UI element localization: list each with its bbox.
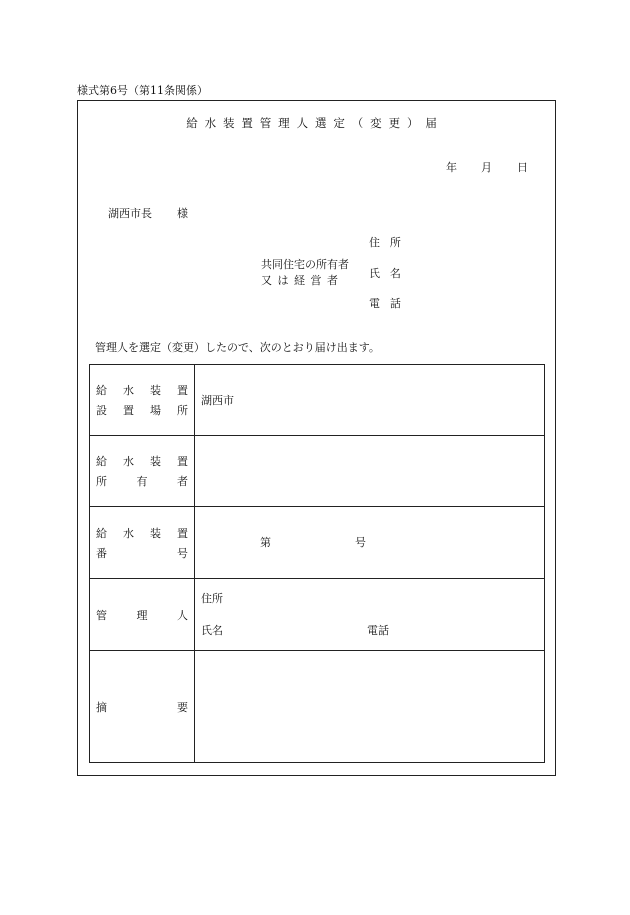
number-label-line2 (96, 545, 188, 561)
location-label-line1 (96, 382, 188, 398)
label-char: 理 (136, 608, 148, 622)
number-suffix: 号 (355, 536, 366, 549)
applicant-phone-label: 電話 (369, 297, 411, 310)
manager-label-cell (90, 579, 195, 651)
table-row-number (90, 507, 545, 579)
manager-label (96, 607, 188, 623)
owner-label-cell (90, 436, 195, 507)
label-char: 給 (96, 384, 107, 397)
label-char: 所 (96, 475, 107, 488)
date-month-label: 月 (481, 161, 492, 174)
label-char: 要 (177, 700, 188, 714)
manager-name-label: 氏名 (201, 624, 223, 637)
number-value-cell[interactable] (195, 507, 545, 579)
label-char: 水 (123, 526, 134, 540)
addressee-honorific: 様 (177, 207, 188, 220)
label-char: 置 (123, 404, 134, 417)
applicant-address-label: 住所 (369, 236, 411, 249)
label-char: 給 (96, 455, 107, 468)
label-char: 設 (96, 404, 107, 417)
label-char: 水 (123, 384, 134, 397)
label-char: 者 (177, 475, 188, 488)
owner-label-line2 (96, 473, 188, 489)
applicant-name-label: 氏名 (369, 267, 411, 280)
remarks-label (96, 699, 188, 715)
table-row-remarks (90, 651, 545, 763)
label-char: 給 (96, 526, 107, 540)
label-char: 所 (177, 404, 188, 417)
label-char: 有 (136, 475, 148, 488)
location-value-cell[interactable] (195, 365, 545, 436)
label-char: 水 (123, 455, 134, 468)
form-title: 給水装置管理人選定（変更）届 (186, 116, 444, 130)
remarks-value-cell[interactable] (195, 651, 545, 763)
intro-text: 管理人を選定（変更）したので、次のとおり届け出ます。 (95, 341, 380, 354)
table-row-manager (90, 579, 545, 651)
table-row-location (90, 365, 545, 436)
label-char: 装 (150, 526, 161, 540)
number-prefix: 第 (260, 536, 271, 549)
label-char: 場 (150, 404, 161, 417)
owner-value-cell[interactable] (195, 436, 545, 507)
label-char: 装 (150, 384, 161, 397)
applicant-role-line2: 又は経営者 (261, 274, 344, 287)
table-row-owner (90, 436, 545, 507)
label-char: 装 (150, 455, 161, 468)
label-char: 置 (177, 384, 188, 397)
label-char: 摘 (96, 700, 107, 714)
label-char: 置 (177, 455, 188, 468)
date-year-label: 年 (446, 161, 457, 174)
location-value: 湖西市 (201, 394, 234, 407)
date-day-label: 日 (517, 161, 528, 174)
manager-address-label: 住所 (201, 592, 223, 605)
number-label-line1 (96, 525, 188, 541)
addressee-name: 湖西市長 (108, 207, 152, 220)
label-char: 置 (177, 526, 188, 540)
label-char: 人 (177, 608, 188, 622)
remarks-label-cell (90, 651, 195, 763)
manager-value-cell[interactable] (195, 579, 545, 651)
location-label-line2 (96, 402, 188, 418)
label-char: 番 (96, 546, 107, 560)
label-char: 号 (177, 546, 188, 560)
manager-phone-label: 電話 (367, 624, 389, 637)
location-label-cell (90, 365, 195, 436)
details-table (89, 364, 545, 763)
number-label-cell (90, 507, 195, 579)
form-number: 様式第6号（第11条関係） (77, 84, 208, 97)
owner-label-line1 (96, 453, 188, 469)
applicant-role-line1: 共同住宅の所有者 (261, 258, 349, 271)
label-char: 管 (96, 608, 107, 622)
